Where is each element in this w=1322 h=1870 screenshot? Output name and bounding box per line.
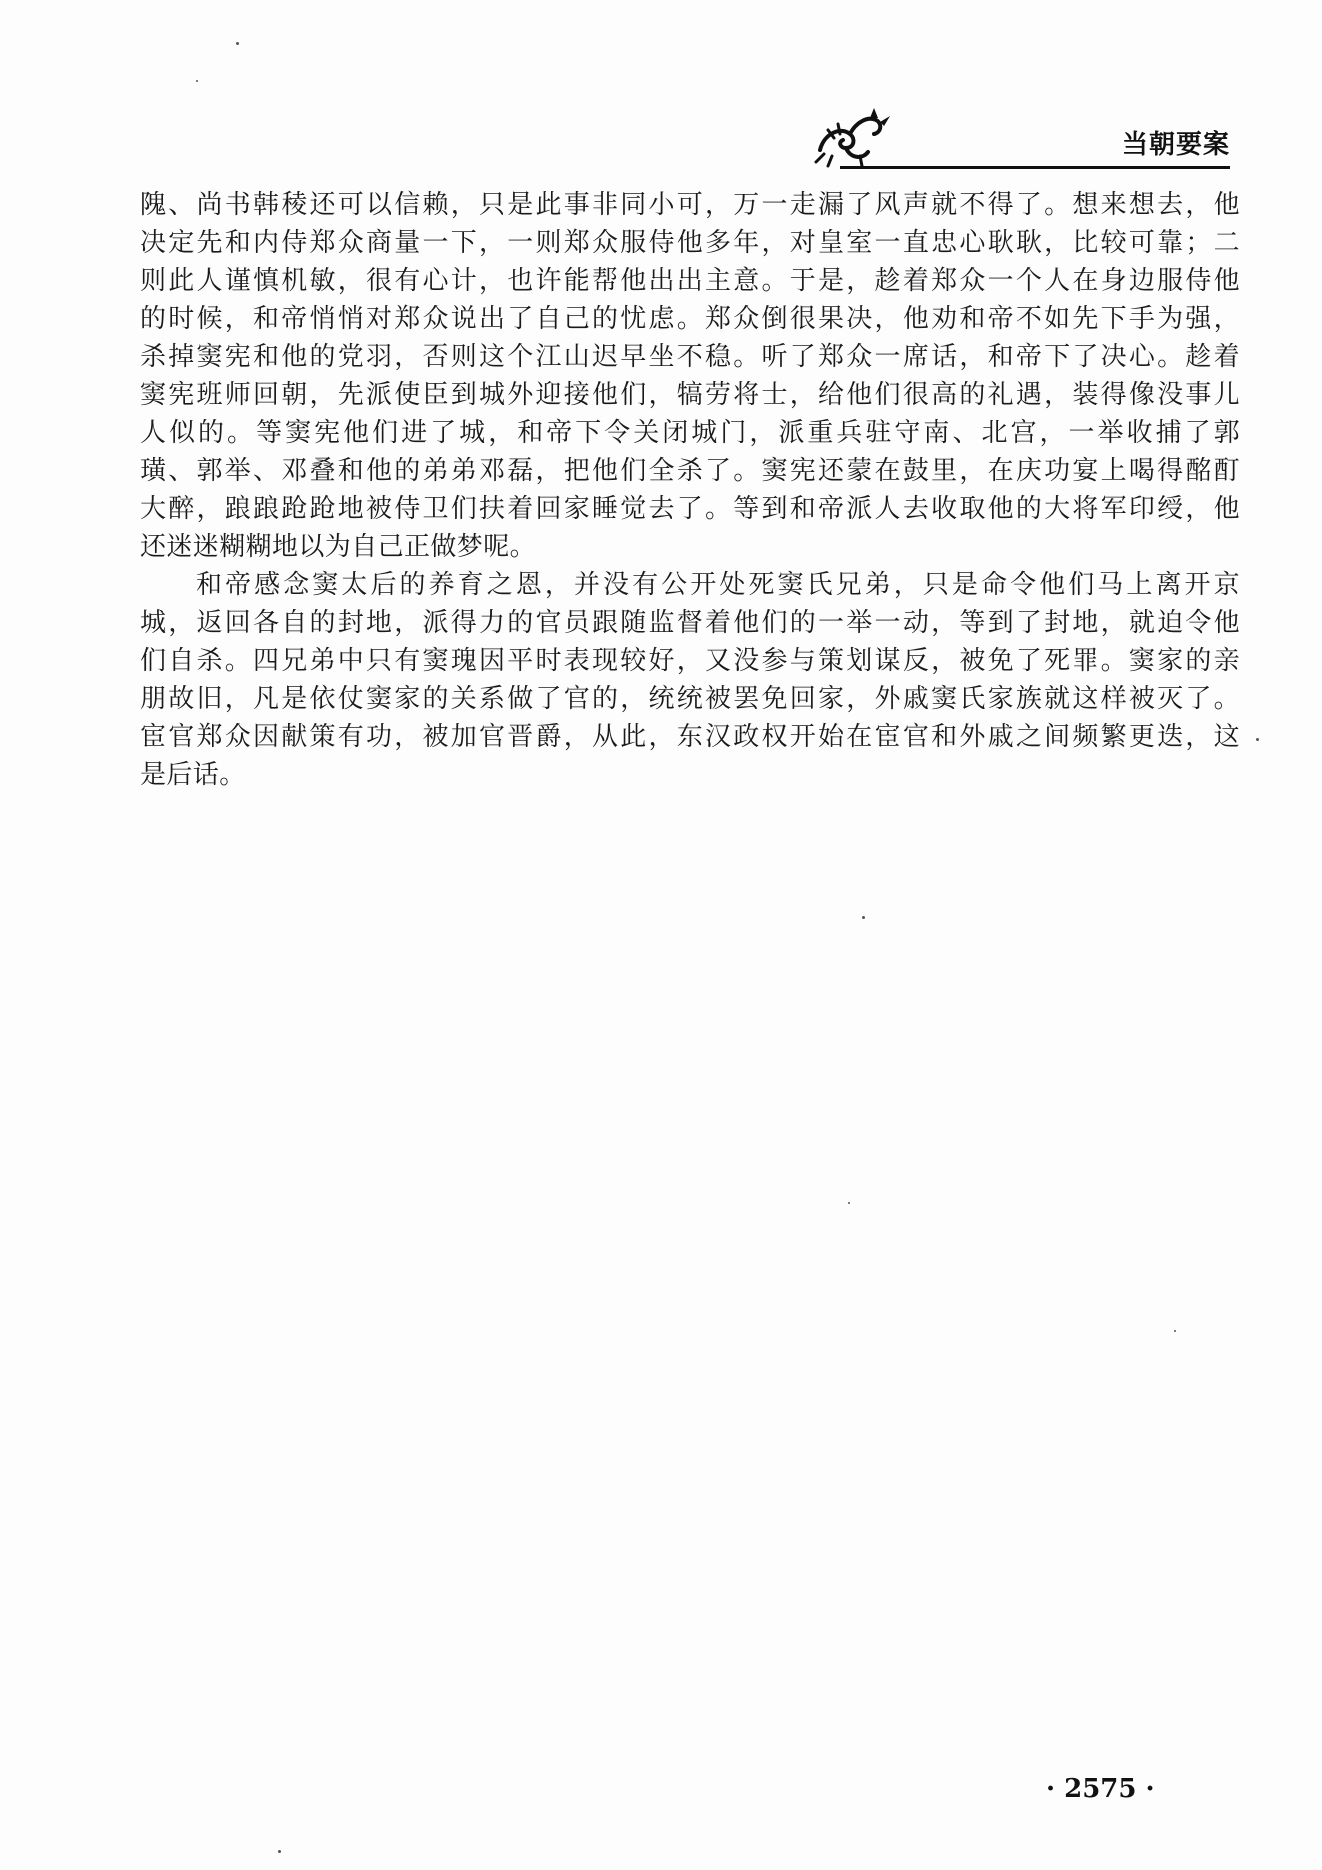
text-line: 们自杀。四兄弟中只有窦瑰因平时表现较好，又没参与策划谋反，被免了死罪。窦家的亲 <box>140 646 1240 676</box>
text-line: 璜、郭举、邓叠和他的弟弟邓磊，把他们全杀了。窦宪还蒙在鼓里，在庆功宴上喝得酩酊 <box>140 456 1240 486</box>
text-line: 决定先和内侍郑众商量一下，一则郑众服侍他多年，对皇室一直忠心耿耿，比较可靠；二 <box>140 228 1240 258</box>
text-line: 朋故旧，凡是依仗窦家的关系做了官的，统统被罢免回家，外戚窦氏家族就这样被灭了。 <box>140 684 1240 714</box>
header-rule <box>840 166 1230 169</box>
scan-speck <box>196 80 198 82</box>
text-line: 城，返回各自的封地，派得力的官员跟随监督着他们的一举一动，等到了封地，就迫令他 <box>140 608 1240 638</box>
text-line: 隗、尚书韩稜还可以信赖，只是此事非同小可，万一走漏了风声就不得了。想来想去，他 <box>140 190 1240 220</box>
dragon-emblem-icon <box>810 104 896 168</box>
text-line: 人似的。等窦宪他们进了城，和帝下令关闭城门，派重兵驻守南、北宫，一举收捕了郭 <box>140 418 1240 448</box>
scan-speck <box>236 42 239 45</box>
text-line: 杀掉窦宪和他的党羽，否则这个江山迟早坐不稳。听了郑众一席话，和帝下了决心。趁着 <box>140 342 1240 372</box>
scan-speck <box>862 916 865 919</box>
text-line: 还迷迷糊糊地以为自己正做梦呢。 <box>140 532 537 562</box>
text-line: 窦宪班师回朝，先派使臣到城外迎接他们，犒劳将士，给他们很高的礼遇，装得像没事儿 <box>140 380 1240 410</box>
text-line: 和帝感念窦太后的养育之恩，并没有公开处死窦氏兄弟，只是命令他们马上离开京 <box>196 570 1240 600</box>
body-text <box>140 186 1240 794</box>
section-title: 当朝要案 <box>1121 130 1230 160</box>
paragraph-2 <box>140 566 1240 794</box>
text-line: 宦官郑众因献策有功，被加官晋爵，从此，东汉政权开始在宦官和外戚之间频繁更迭，这 <box>140 722 1240 752</box>
page-number: · 2575 · <box>1046 1774 1155 1804</box>
text-line: 大醉，踉踉跄跄地被侍卫们扶着回家睡觉去了。等到和帝派人去收取他的大将军印绶，他 <box>140 494 1240 524</box>
running-header <box>810 104 1230 168</box>
scan-speck <box>278 1850 281 1853</box>
paragraph-1 <box>140 186 1240 566</box>
scan-speck <box>1256 738 1259 741</box>
scan-speck <box>1174 1330 1176 1332</box>
text-line: 是后话。 <box>140 760 246 790</box>
text-line: 则此人谨慎机敏，很有心计，也许能帮他出出主意。于是，趁着郑众一个人在身边服侍他 <box>140 266 1240 296</box>
scan-speck <box>848 1202 850 1204</box>
text-line: 的时候，和帝悄悄对郑众说出了自己的忧虑。郑众倒很果决，他劝和帝不如先下手为强， <box>140 304 1240 334</box>
